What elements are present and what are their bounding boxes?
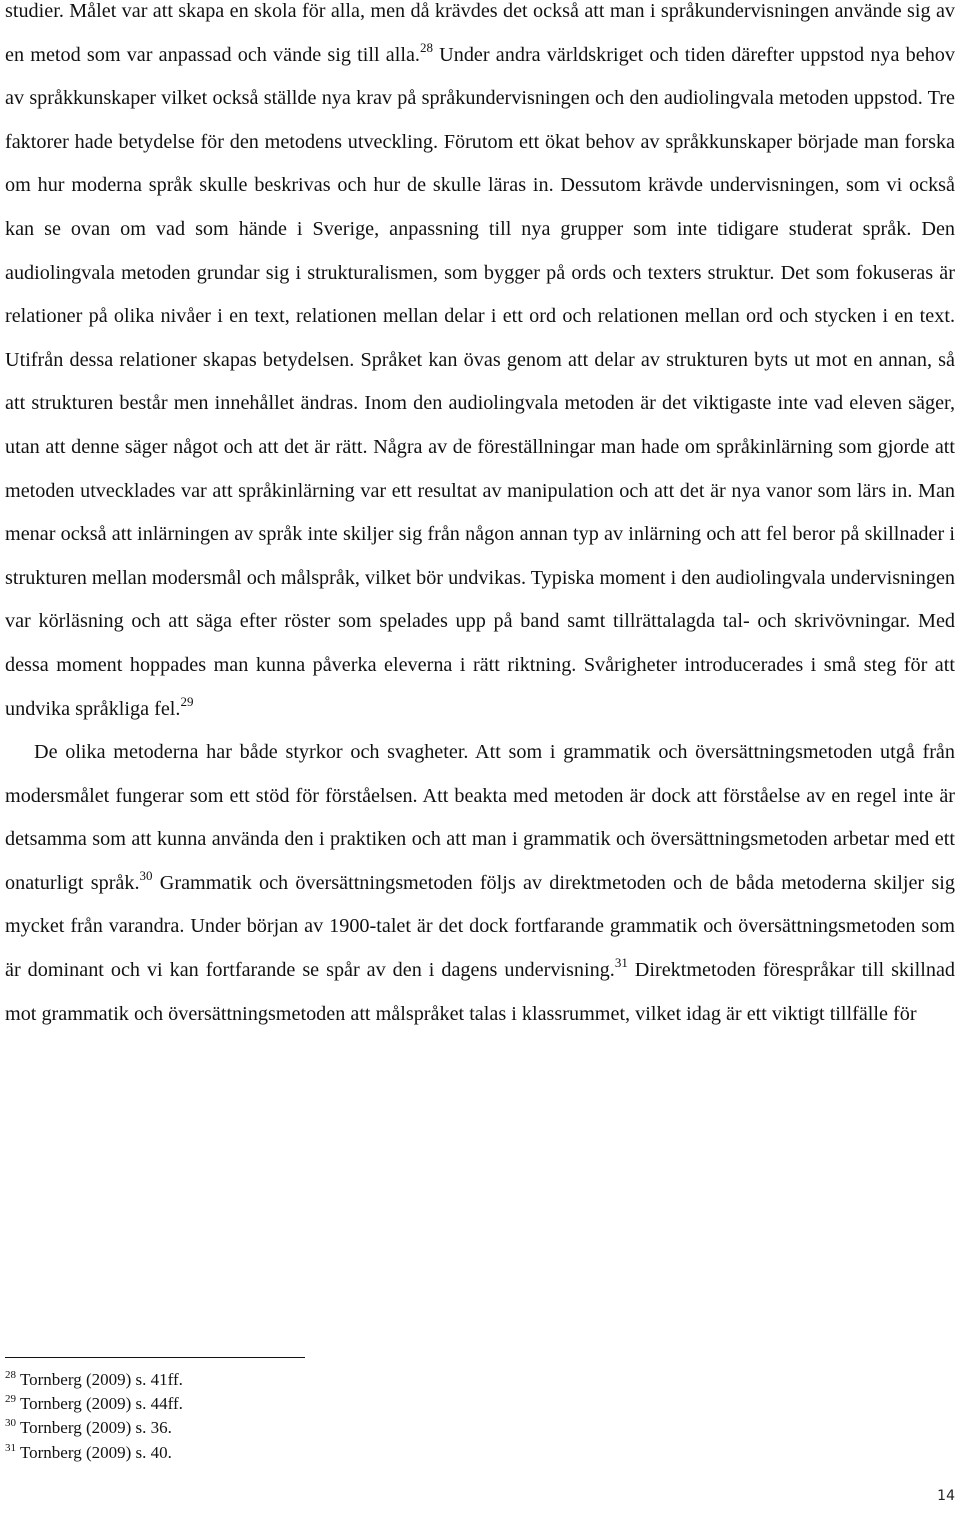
footnote-number: 28 — [5, 1369, 16, 1381]
text-run: studier. Målet var att skapa en skola för alla, men då krävdes det också att man i språkundervisningen använde sig av en metod som var anpassad och vände sig till alla. — [5, 0, 955, 66]
footnote-reference: 29 — [180, 693, 194, 709]
text-run: Direktmetoden förespråkar till skillnad mot grammatik och översättningsmetoden att målspråket talas i klassrummet, vilket idag är ett viktigt tillfälle för — [5, 959, 955, 1025]
footnote-text: Tornberg (2009) s. 40. — [19, 1442, 172, 1462]
text-run: Grammatik och översättningsmetoden följs av direktmetoden och de båda metoderna skiljer sig mycket från varandra. Under början av 1900-talet är det dock fortfarande grammatik och översättningsmetoden som är dominant och vi kan fortfarande se spår av den i dagens undervisning. — [5, 871, 955, 982]
footnote-reference: 30 — [139, 867, 153, 883]
footnote-number: 29 — [5, 1393, 16, 1406]
text-run: Under andra världskriget och tiden därefter uppstod nya behov av språkkunskaper vilket också ställde nya krav på språkundervisningen och den audiolingvala metoden uppstod. Tre faktorer hade betydelse för den metodens utveckling. Förutom ett ökat behov av språkkunskaper började man forska om hur moderna språk skulle beskrivas och hur de skulle läras in. Dessutom krävde undervisningen, som vi också kan se ovan om vad som hände i Sverige, anpassning till nya grupper som inte tidigare studerat språk. Den audiolingvala metoden grundar sig i strukturalismen, som bygger på ords och texters struktur. Det som fokuseras är relationer på olika nivåer i en text, relationen mellan delar i ett ord och relationen mellan ord och stycken i en text. Utifrån dessa relationer skapas betydelsen. Språket kan övas genom att delar av strukturen byts ut mot en annan, så att strukturen består men innehållet ändras. Inom den audiolingvala metoden är det viktigaste inte vad eleven säger, utan att denne säger något och att det är rätt. Några av de föreställningar man hade om språkinlärning som gjorde att metoden utvecklades var att språkinlärning var ett resultat av manipulation och att det är nya vanor som lärs in. Man menar också att inlärningen av språk inte skiljer sig från någon annan typ av inlärning och att fel beror på skillnader i strukturen mellan modersmål och målspråk, vilket bör undvikas. Typiska moment i den audiolingvala undervisningen var körläsning och att säga efter röster som spelades upp på band samt tillrättalagda tal- och skrivövningar. Med dessa moment hoppades man kunna påverka eleverna i rätt riktning. Svårigheter introducerades i små steg för att undvika språkliga fel. — [5, 43, 955, 720]
footnote-text: Tornberg (2009) s. 41ff. — [19, 1370, 183, 1389]
footnote-number: 30 — [5, 1417, 16, 1430]
body-text — [5, 0, 955, 1036]
footnote-text: Tornberg (2009) s. 36. — [19, 1418, 172, 1438]
paragraph-1 — [5, 0, 955, 731]
text-run: De olika metoderna har både styrkor och svagheter. Att som i grammatik och översättningsmetoden utgå från modersmålet fungerar som ett stöd för förståelsen. Att beakta med metoden är dock att förståelse av en regel inte är detsamma som att kunna använda den i praktiken och att man i grammatik och översättningsmetoden arbetar med ett onaturligt språk. — [5, 741, 955, 894]
footnote-30 — [5, 1416, 605, 1440]
footnote-reference: 28 — [419, 39, 433, 55]
footnote-text: Tornberg (2009) s. 44ff. — [19, 1394, 183, 1414]
footnote-reference: 31 — [614, 955, 628, 971]
page-number: 14 — [937, 1488, 955, 1504]
footnote-28 — [5, 1368, 605, 1392]
footnote-29 — [5, 1392, 605, 1416]
footnote-31 — [5, 1441, 605, 1465]
paragraph-2 — [5, 731, 955, 1036]
footnote-number: 31 — [5, 1441, 16, 1454]
footnotes — [5, 1368, 605, 1465]
footnote-separator — [5, 1357, 305, 1358]
